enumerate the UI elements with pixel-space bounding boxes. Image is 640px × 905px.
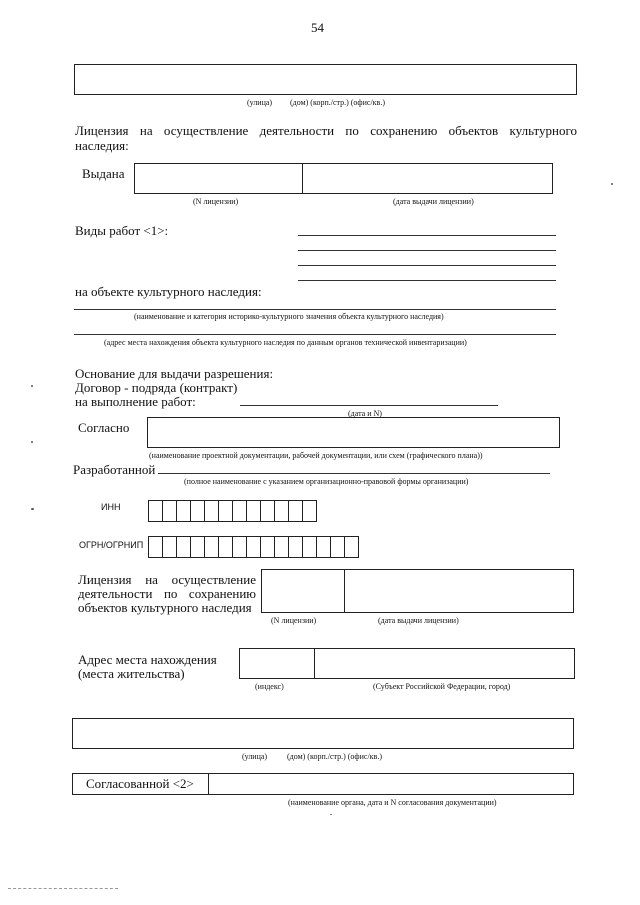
location-index-caption: (индекс) — [255, 682, 284, 691]
inn-cells — [148, 500, 316, 522]
works-line-1[interactable] — [298, 235, 556, 236]
ogrn-digit-cell[interactable] — [232, 536, 247, 558]
address-bottom-building-caption: (дом) (корп./стр.) (офис/кв.) — [287, 752, 382, 761]
inn-digit-cell[interactable] — [260, 500, 275, 522]
ogrn-digit-cell[interactable] — [190, 536, 205, 558]
inn-digit-cell[interactable] — [204, 500, 219, 522]
ogrn-cells — [148, 536, 358, 558]
ogrn-digit-cell[interactable] — [302, 536, 317, 558]
object-address-caption: (адрес места нахождения объекта культурного наследия по данным органов технической инвентаризации) — [104, 338, 467, 347]
ogrn-digit-cell[interactable] — [330, 536, 345, 558]
address-top-field[interactable] — [74, 64, 577, 95]
scan-edge-mark — [8, 888, 118, 889]
inn-digit-cell[interactable] — [246, 500, 261, 522]
developed-caption: (полное наименование с указанием организационно-правовой формы организации) — [184, 477, 469, 486]
license1-text: Лицензия на осуществление деятельности по сохранению объектов культурного наследия: — [75, 123, 577, 153]
ogrn-digit-cell[interactable] — [260, 536, 275, 558]
address-bottom-field[interactable] — [72, 718, 574, 749]
works-object-label: на объекте культурного наследия: — [75, 284, 262, 299]
scan-speck — [31, 441, 33, 443]
inn-digit-cell[interactable] — [218, 500, 233, 522]
works-line-3[interactable] — [298, 265, 556, 266]
page-number: 54 — [311, 20, 324, 35]
license2-line3: объектов культурного наследия — [78, 600, 252, 615]
address-top-street-caption: (улица) — [247, 98, 273, 107]
address-bottom-street-caption: (улица) — [242, 752, 268, 761]
license1-number-caption: (N лицензии) — [193, 197, 239, 206]
inn-digit-cell[interactable] — [288, 500, 303, 522]
license2-line2: деятельности по сохранению — [78, 586, 256, 601]
developed-line[interactable] — [158, 473, 550, 474]
ogrn-digit-cell[interactable] — [162, 536, 177, 558]
scan-speck — [611, 183, 613, 185]
scan-speck — [330, 814, 332, 815]
inn-digit-cell[interactable] — [162, 500, 177, 522]
license1-date-caption: (дата выдачи лицензии) — [393, 197, 474, 206]
address-top-building-caption: (дом) (корп./стр.) (офис/кв.) — [290, 98, 385, 107]
location-line2: (места жительства) — [78, 666, 185, 681]
ogrn-digit-cell[interactable] — [176, 536, 191, 558]
ogrn-digit-cell[interactable] — [288, 536, 303, 558]
object-name-line[interactable] — [74, 309, 556, 310]
inn-digit-cell[interactable] — [302, 500, 317, 522]
coordinated-field[interactable] — [209, 774, 573, 794]
ogrn-digit-cell[interactable] — [204, 536, 219, 558]
inn-digit-cell[interactable] — [232, 500, 247, 522]
basis-line2: Договор - подряда (контракт) — [75, 380, 238, 395]
works-line-2[interactable] — [298, 250, 556, 251]
works-line-4[interactable] — [298, 280, 556, 281]
scan-speck — [31, 508, 34, 510]
object-address-line[interactable] — [74, 334, 556, 335]
location-region-field[interactable] — [315, 649, 574, 678]
basis-date-line[interactable] — [240, 405, 498, 406]
object-name-caption: (наименование и категория историко-культурного значения объекта культурного наследия) — [134, 312, 444, 321]
location-line1: Адрес места нахождения — [78, 652, 217, 667]
inn-digit-cell[interactable] — [190, 500, 205, 522]
license2-date-caption: (дата выдачи лицензии) — [378, 616, 459, 625]
ogrn-digit-cell[interactable] — [148, 536, 163, 558]
basis-date-caption: (дата и N) — [348, 409, 382, 418]
license1-issued-label: Выдана — [82, 166, 125, 181]
ogrn-digit-cell[interactable] — [274, 536, 289, 558]
coordinated-label: Согласованной <2> — [86, 776, 194, 791]
basis-line3: на выполнение работ: — [75, 394, 196, 409]
works-label: Виды работ <1>: — [75, 223, 169, 238]
location-region-caption: (Субъект Российской Федерации, город) — [373, 682, 511, 691]
license2-date-field[interactable] — [345, 570, 573, 612]
license2-number-caption: (N лицензии) — [271, 616, 317, 625]
license1-number-field[interactable] — [135, 164, 301, 193]
license2-line1: Лицензия на осуществление — [78, 572, 256, 587]
license1-date-field[interactable] — [303, 164, 552, 193]
ogrn-digit-cell[interactable] — [344, 536, 359, 558]
inn-digit-cell[interactable] — [176, 500, 191, 522]
scan-speck — [31, 385, 33, 387]
ogrn-digit-cell[interactable] — [316, 536, 331, 558]
inn-digit-cell[interactable] — [148, 500, 163, 522]
agreed-label: Согласно — [78, 420, 130, 435]
ogrn-label: ОГРН/ОГРНИП — [79, 540, 144, 550]
agreed-caption: (наименование проектной документации, рабочей документации, или схем (графического плана)) — [149, 451, 483, 460]
location-index-field[interactable] — [240, 649, 313, 678]
coordinated-caption: (наименование органа, дата и N согласования документации) — [288, 798, 497, 807]
license2-number-field[interactable] — [262, 570, 343, 612]
ogrn-digit-cell[interactable] — [246, 536, 261, 558]
inn-label: ИНН — [101, 502, 121, 512]
inn-digit-cell[interactable] — [274, 500, 289, 522]
ogrn-digit-cell[interactable] — [218, 536, 233, 558]
developed-label: Разработанной — [73, 462, 156, 477]
agreed-field[interactable] — [147, 417, 560, 448]
basis-line1: Основание для выдачи разрешения: — [75, 366, 274, 381]
